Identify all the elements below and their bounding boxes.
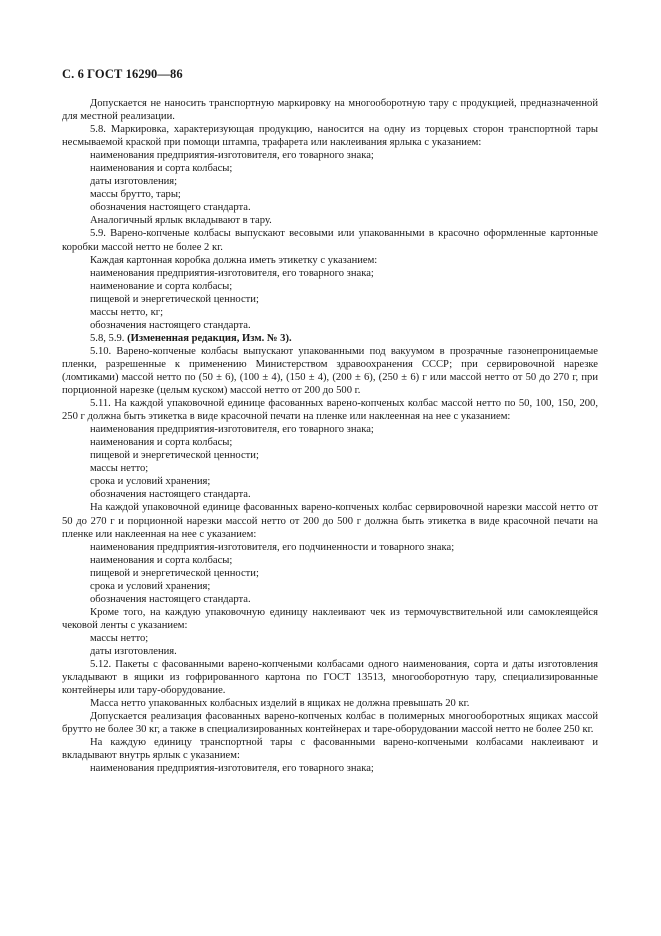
amendment-note	[62, 332, 598, 345]
paragraph: Масса нетто упакованных колбасных изделий в ящиках не должна превышать 20 кг.	[90, 698, 470, 710]
list-item: наименования предприятия-изготовителя, его товарного знака;	[90, 763, 374, 775]
paragraph: Аналогичный ярлык вкладывают в тару.	[90, 215, 272, 227]
list-item: наименования предприятия-изготовителя, его товарного знака;	[90, 267, 374, 279]
paragraph: Кроме того, на каждую упаковочную единицу наклеивают чек из термочувствительной или самоклеящейся чековой ленты с указанием:	[62, 606, 598, 631]
amendment-ref: 5.8, 5.9.	[90, 332, 125, 344]
list-item: массы нетто, кг;	[90, 306, 164, 318]
list-item: наименования предприятия-изготовителя, его товарного знака;	[90, 424, 374, 436]
amendment-text: (Измененная редакция, Изм. № 3).	[127, 332, 292, 344]
document-body	[62, 97, 598, 775]
list-item: наименования и сорта колбасы;	[90, 163, 233, 175]
paragraph: На каждой упаковочной единице фасованных варено-копченых колбас сервировочной нарезки массой нетто от 50 до 270 г и порционной нарезки массой нетто от 200 до 500 г должна быть этикетка в виде красочной печати на пленке или наклеенная на нее с указанием:	[62, 502, 598, 540]
paragraph-5-10: 5.10. Варено-копченые колбасы выпускают упакованными под вакуумом в прозрачные газонепроницаемые пленки, разрешенные к применению Министерством здравоохранения СССР; при сервировочной нарезке (ломтиками) массой нетто по (50 ± 6), (100 ± 4), (150 ± 4), (200 ± 6), (250 ± 6) г или массой нетто от 50 до 270 г, при порционной нарезке (целым куском) массой нетто от 200 до 500 г.	[62, 345, 598, 397]
list-item: срока и условий хранения;	[90, 580, 211, 592]
list-item: пищевой и энергетической ценности;	[90, 450, 259, 462]
paragraph-5-9: 5.9. Варено-копченые колбасы выпускают весовыми или упакованными в красочно оформленные картонные коробки массой нетто не более 2 кг.	[62, 228, 598, 253]
paragraph: Каждая картонная коробка должна иметь этикетку с указанием:	[90, 254, 378, 266]
list-item: обозначения настоящего стандарта.	[90, 489, 251, 501]
paragraph: Допускается реализация фасованных варено-копченых колбас в полимерных многооборотных ящиках массой брутто не более 30 кг, а также в специализированных контейнерах и таре-оборудовании массой нетто не более 250 кг.	[62, 711, 598, 736]
list-item: срока и условий хранения;	[90, 476, 211, 488]
list-item: массы нетто;	[90, 463, 149, 475]
paragraph-5-8: 5.8. Маркировка, характеризующая продукцию, наносится на одну из торцевых сторон транспортной тары несмываемой краской при помощи штампа, трафарета или наклеивания ярлыка с указанием:	[62, 124, 598, 149]
list-item: наименования и сорта колбасы;	[90, 437, 233, 449]
paragraph: На каждую единицу транспортной тары с фасованными варено-копчеными колбасами наклеивают и вкладывают внутрь ярлык с указанием:	[62, 737, 598, 762]
list-item: массы нетто;	[90, 632, 149, 644]
page-header: С. 6 ГОСТ 16290—86	[62, 67, 183, 81]
list-item: пищевой и энергетической ценности;	[90, 567, 259, 579]
list-item: обозначения настоящего стандарта.	[90, 593, 251, 605]
list-item: обозначения настоящего стандарта.	[90, 202, 251, 214]
list-item: пищевой и энергетической ценности;	[90, 293, 259, 305]
list-item: наименования предприятия-изготовителя, его товарного знака;	[90, 150, 374, 162]
list-item: наименования и сорта колбасы;	[90, 554, 233, 566]
paragraph-5-11: 5.11. На каждой упаковочной единице фасованных варено-копченых колбас массой нетто по 50, 100, 150, 200, 250 г должна быть этикетка в виде красочной печати на пленке или наклеенная на нее с указанием:	[62, 398, 598, 423]
list-item: даты изготовления;	[90, 176, 178, 188]
paragraph-5-12: 5.12. Пакеты с фасованными варено-копчеными колбасами одного наименования, сорта и даты изготовления укладывают в ящики из гофрированного картона по ГОСТ 13513, многооборотную тару, специализированные контейнеры или тару-оборудование.	[62, 659, 598, 697]
list-item: наименование и сорта колбасы;	[90, 280, 233, 292]
list-item: даты изготовления.	[90, 645, 177, 657]
list-item: наименования предприятия-изготовителя, его подчиненности и товарного знака;	[90, 541, 455, 553]
list-item: обозначения настоящего стандарта.	[90, 319, 251, 331]
list-item: массы брутто, тары;	[90, 189, 181, 201]
paragraph: Допускается не наносить транспортную маркировку на многооборотную тару с продукцией, предназначенной для местной реализации.	[62, 98, 598, 123]
